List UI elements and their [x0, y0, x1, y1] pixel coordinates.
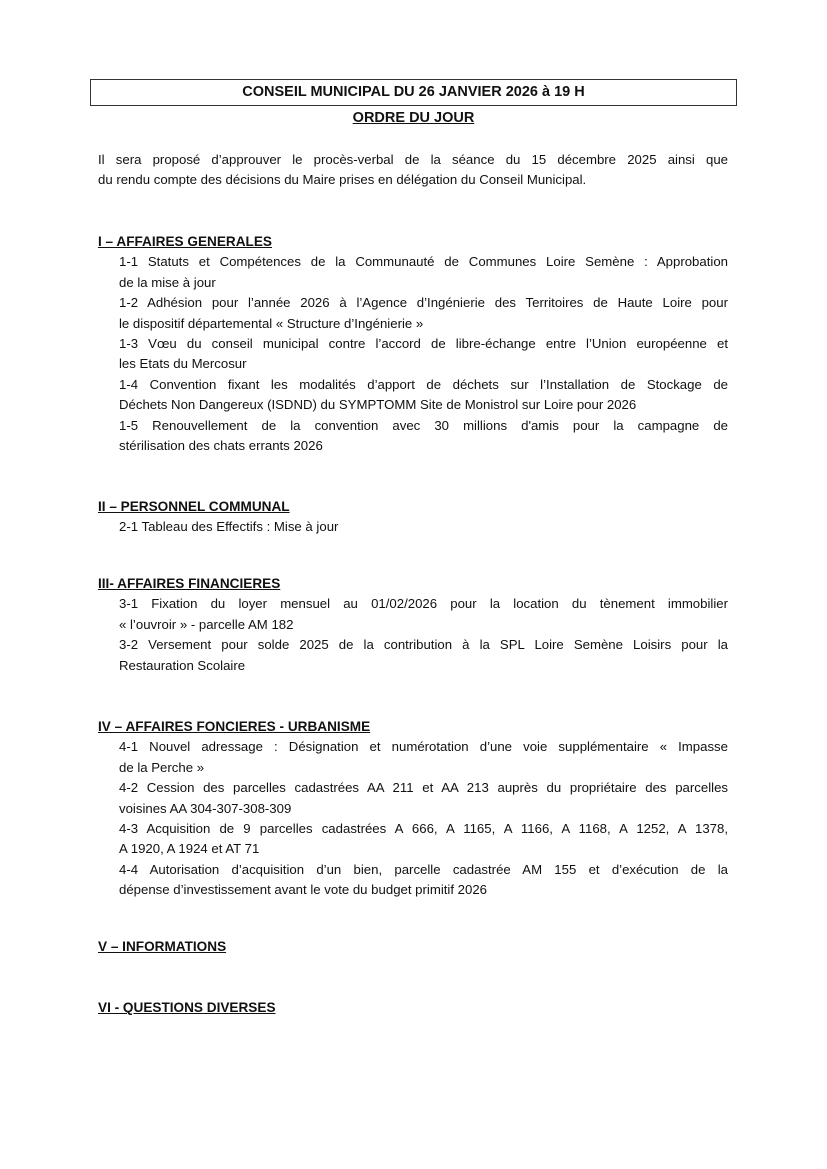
agenda-item-line: le dispositif départemental « Structure d’Ingénierie »	[119, 315, 424, 331]
agenda-item	[98, 375, 728, 416]
agenda-item	[98, 778, 728, 819]
agenda-item	[98, 416, 728, 457]
agenda-item	[98, 293, 728, 334]
section-heading: IV – AFFAIRES FONCIERES - URBANISME	[98, 719, 371, 734]
agenda-item-line: 2-1 Tableau des Effectifs : Mise à jour	[119, 519, 339, 535]
agenda-item-line: 4-1 Nouvel adressage : Désignation et numérotation d’une voie supplémentaire « Impasse	[119, 739, 728, 755]
section-heading: V – INFORMATIONS	[98, 939, 227, 954]
agenda-section	[98, 497, 728, 538]
agenda-item-line: « l’ouvroir » - parcelle AM 182	[119, 616, 294, 632]
section-heading: II – PERSONNEL COMMUNAL	[98, 499, 290, 514]
section-heading: III- AFFAIRES FINANCIERES	[98, 576, 281, 591]
agenda-section	[98, 717, 728, 901]
agenda-item-line: stérilisation des chats errants 2026	[119, 438, 323, 454]
agenda-item-line: 1-3 Vœu du conseil municipal contre l’accord de libre-échange entre l’Union européenne et	[119, 336, 728, 352]
agenda-item	[98, 594, 728, 635]
page-subtitle: ORDRE DU JOUR	[352, 110, 475, 126]
agenda-item-line: voisines AA 304-307-308-309	[119, 800, 292, 816]
intro-line: du rendu compte des décisions du Maire prises en délégation du Conseil Municipal.	[98, 172, 587, 188]
agenda-section	[98, 937, 728, 957]
agenda-item-line: de la mise à jour	[119, 274, 216, 290]
agenda-item-line: Restauration Scolaire	[119, 657, 246, 673]
title-box	[90, 79, 737, 106]
agenda-item	[98, 252, 728, 293]
agenda-item	[98, 737, 728, 778]
agenda-item	[98, 517, 728, 537]
agenda-item-line: 1-2 Adhésion pour l’année 2026 à l’Agence d’Ingénierie des Territoires de Haute Loire pour	[119, 295, 728, 311]
agenda-item-line: 1-5 Renouvellement de la convention avec 30 millions d'amis pour la campagne de	[119, 417, 728, 433]
agenda-item-line: de la Perche »	[119, 759, 205, 775]
page-title: CONSEIL MUNICIPAL DU 26 JANVIER 2026 à 19 H	[242, 84, 585, 100]
agenda-item-line: 3-1 Fixation du loyer mensuel au 01/02/2026 pour la location du tènement immobilier	[119, 596, 728, 612]
agenda-item-line: A 1920, A 1924 et AT 71	[119, 841, 260, 857]
agenda-section	[98, 232, 728, 456]
agenda-item-line: les Etats du Mercosur	[119, 356, 247, 372]
agenda-section	[98, 998, 728, 1018]
agenda-item	[98, 860, 728, 901]
section-heading: VI - QUESTIONS DIVERSES	[98, 1000, 276, 1015]
agenda-item-line: 4-2 Cession des parcelles cadastrées AA 211 et AA 213 auprès du propriétaire des parcelles	[119, 780, 728, 796]
agenda-item-line: 1-4 Convention fixant les modalités d’apport de déchets sur l’Installation de Stockage de	[119, 376, 728, 392]
agenda-item-line: Déchets Non Dangereux (ISDND) du SYMPTOMM Site de Monistrol sur Loire pour 2026	[119, 397, 637, 413]
agenda-item-line: 4-3 Acquisition de 9 parcelles cadastrées A 666, A 1165, A 1166, A 1168, A 1252, A 1378,	[119, 821, 728, 837]
intro-paragraph	[98, 150, 728, 191]
agenda-item	[98, 635, 728, 676]
agenda-item	[98, 334, 728, 375]
agenda-item-line: dépense d’investissement avant le vote du budget primitif 2026	[119, 882, 488, 898]
intro-line: Il sera proposé d’approuver le procès-verbal de la séance du 15 décembre 2025 ainsi que	[98, 152, 728, 167]
section-heading: I – AFFAIRES GENERALES	[98, 234, 272, 249]
agenda-item-line: 4-4 Autorisation d’acquisition d’un bien, parcelle cadastrée AM 155 et d’exécution de la	[119, 861, 728, 877]
agenda-item	[98, 819, 728, 860]
agenda-item-line: 1-1 Statuts et Compétences de la Communauté de Communes Loire Semène : Approbation	[119, 254, 728, 270]
agenda-section	[98, 574, 728, 676]
agenda-item-line: 3-2 Versement pour solde 2025 de la contribution à la SPL Loire Semène Loisirs pour la	[119, 637, 728, 653]
